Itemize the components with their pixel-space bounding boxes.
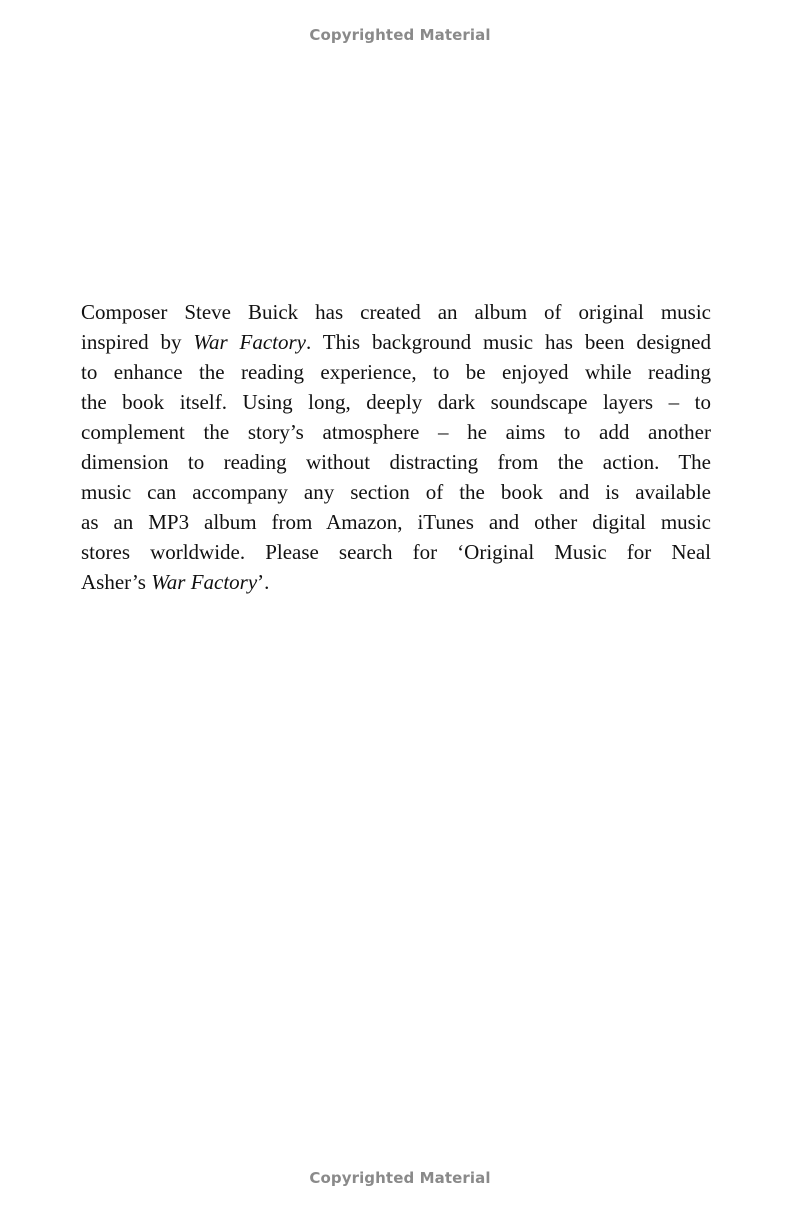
paragraph-line: [81, 357, 711, 387]
paragraph-line: [81, 507, 711, 537]
text-segment: music can accompany any section of the book and is available: [81, 480, 711, 504]
book-title-italic: War Factory: [151, 570, 258, 594]
text-segment: dimension to reading without distracting from the action. The: [81, 450, 711, 474]
paragraph-line: [81, 297, 711, 327]
copyright-watermark-top: Copyrighted Material: [309, 26, 491, 44]
text-segment: inspired by: [81, 330, 194, 354]
text-segment: complement the story’s atmosphere – he aims to add another: [81, 420, 711, 444]
paragraph-line: [81, 567, 711, 597]
text-segment: to enhance the reading experience, to be enjoyed while reading: [81, 360, 711, 384]
body-paragraph: [81, 297, 711, 597]
text-segment: stores worldwide. Please search for ‘Original Music for Neal: [81, 540, 711, 564]
paragraph-line: [81, 387, 711, 417]
paragraph-line: [81, 537, 711, 567]
text-segment: the book itself. Using long, deeply dark soundscape layers – to: [81, 390, 711, 414]
paragraph-line: [81, 327, 711, 357]
paragraph-line: [81, 477, 711, 507]
text-segment: Composer Steve Buick has created an album of original music: [81, 300, 711, 324]
paragraph-line: [81, 447, 711, 477]
book-title-italic: War Factory: [193, 330, 306, 354]
text-segment: ’.: [257, 570, 270, 594]
text-segment: . This background music has been designed: [306, 330, 712, 354]
text-segment: as an MP3 album from Amazon, iTunes and other digital music: [81, 510, 711, 534]
text-segment: Asher’s: [81, 570, 152, 594]
paragraph-line: [81, 417, 711, 447]
copyright-watermark-bottom: Copyrighted Material: [309, 1169, 491, 1187]
